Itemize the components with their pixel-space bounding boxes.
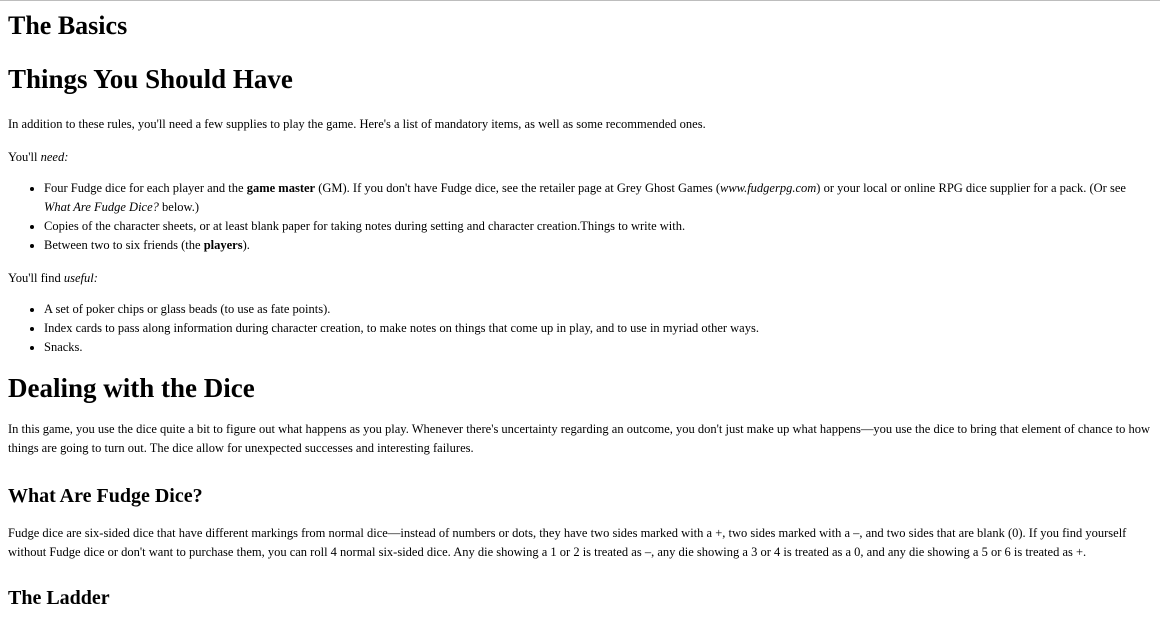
need-label (8, 148, 1152, 167)
section-reference: What Are Fudge Dice? (44, 200, 159, 214)
website-reference: www.fudgerpg.com (720, 181, 817, 195)
need-list (8, 179, 1152, 255)
text-run: below.) (158, 200, 200, 214)
heading-the-basics: The Basics (8, 11, 128, 40)
dice-paragraph: In this game, you use the dice quite a bit to figure out what happens as you play. Whenever there's uncertainty regarding an outcome, you don't just make up what happens—you use the dice to bring that element of chance to how things are going to turn out. The dice allow for unexpected successes and interesting failures. (8, 422, 1151, 455)
text-run: ). (242, 238, 250, 252)
list-item: • Snacks. (44, 338, 1152, 357)
text-run: (GM). If you don't have Fudge dice, see the retailer page at Grey Ghost Games ( (315, 181, 720, 195)
list-item: • Index cards to pass along information during character creation, to make notes on things that come up in play, and to use in myriad other ways. (44, 319, 1152, 338)
text-run: Four Fudge dice for each player and the (44, 181, 247, 195)
intro-paragraph: In addition to these rules, you'll need a few supplies to play the game. Here's a list of mandatory items, as well as some recommended ones. (8, 117, 706, 131)
list-item (44, 179, 1152, 217)
useful-label (8, 269, 1152, 288)
text-run: Between two to six friends (the (44, 238, 204, 252)
useful-label-prefix: You'll find (8, 271, 64, 285)
fudge-dice-paragraph: Fudge dice are six-sided dice that have different markings from normal dice—instead of numbers or dots, they have two sides marked with a +, two sides marked with a –, and two sides that are blank (0). If you find yourself without Fudge dice or don't want to purchase them, you can roll 4 normal six-sided dice. Any die showing a 1 or 2 is treated as –, any die showing a 3 or 4 is treated as a 0, and any die showing a 5 or 6 is treated as +. (8, 526, 1127, 559)
document-page (0, 11, 1160, 610)
list-item: • Copies of the character sheets, or at least blank paper for taking notes during setting and character creation.Things to write with. (44, 217, 1152, 236)
useful-list (8, 300, 1152, 357)
heading-what-are-fudge-dice: What Are Fudge Dice? (8, 485, 203, 507)
text-run: ) or your local or online RPG dice supplier for a pack. (Or see (816, 181, 1126, 195)
useful-label-emphasis: useful: (63, 271, 98, 285)
heading-things-you-should-have: Things You Should Have (8, 64, 293, 94)
need-label-prefix: You'll (8, 150, 41, 164)
list-item: • A set of poker chips or glass beads (to use as fate points). (44, 300, 1152, 319)
bold-term-game-master: game master (246, 181, 316, 195)
heading-the-ladder: The Ladder (8, 587, 110, 609)
list-item (44, 236, 1152, 255)
bold-term-players: players (203, 238, 243, 252)
need-label-emphasis: need: (40, 150, 69, 164)
heading-dealing-with-the-dice: Dealing with the Dice (8, 373, 255, 403)
